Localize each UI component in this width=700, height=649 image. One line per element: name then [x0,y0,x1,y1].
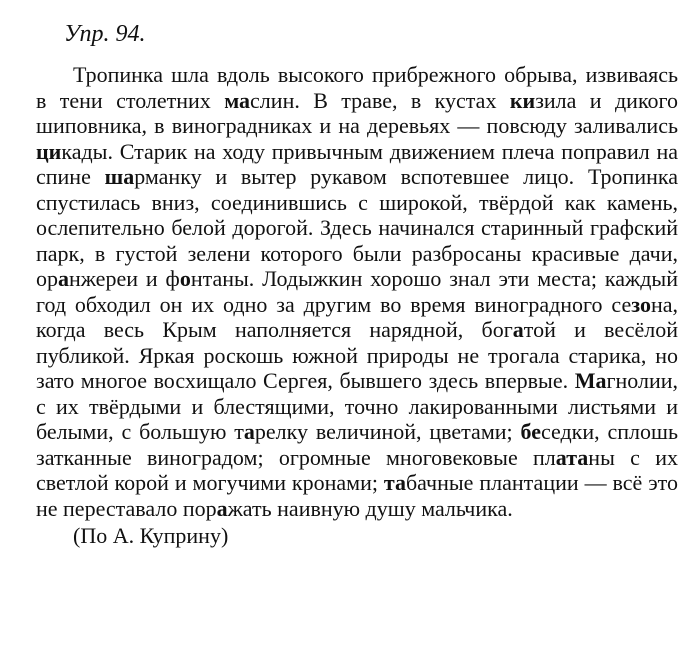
passage-text: релку величиной, цветами; [254,419,521,444]
highlighted-letters: ша [104,164,135,189]
highlighted-letters: ци [36,138,62,164]
passage-text: Тропинка шла вдоль высокого прибрежного обрыва, извиваясь в тени столетних [36,62,678,113]
exercise-title: Упр. 94. [64,21,146,47]
highlighted-letters: а [58,266,69,291]
passage-text: гнолии, с их твёрдыми и блестящими, точно лакированными листьями и белыми, с большую т [36,368,678,444]
passage-text: той и весёлой публикой. Яркая роскошь южной природы не трогала старика, но зато многое восхищало Сергея, бывшего здесь впервые. [36,317,678,393]
passage-paragraph [36,62,678,521]
passage-text: слин. В траве, в кустах [250,87,510,113]
highlighted-letters: та [383,470,406,495]
highlighted-letters: а [216,495,228,521]
passage-text: рманку и вытер рукавом вспотевшее лицо. Тропинка спустилась вниз, соединившись с широкой, твёрдой как камень, ослепительно белой дорогой. Здесь начинался старинный графский парк, в густой зелени которого были разбросаны красивые дачи, ор [36,164,678,291]
passage-text: нжереи и ф [69,266,180,291]
highlighted-letters: а [243,419,255,444]
highlighted-letters: зо [631,291,651,317]
passage-text: седки, сплошь затканные виноградом; огромные многовековые пл [36,419,678,470]
passage-text: бачные плантации — всё это не переставало пор [36,470,678,521]
passage-text: жать наивную душу мальчика. [227,495,513,521]
passage-text: на, когда весь Крым наполняется нарядной, бог [36,291,678,342]
highlighted-letters: а [512,317,524,342]
highlighted-letters: ма [224,87,251,113]
highlighted-letters: Ма [574,368,607,393]
highlighted-letters: ата [555,444,589,470]
attribution: (По А. Куприну) [73,523,229,548]
highlighted-letters: ки [509,87,536,113]
highlighted-letters: о [179,266,191,291]
passage-text: зила и дикого шиповника, в виноградниках и на деревьях — повсюду заливались [36,87,678,138]
passage-text: нтаны. Лодыжкин хорошо знал эти места; каждый год обходил он их одно за другим во время виноградного се [36,266,678,317]
passage-text: кады. Старик на ходу привычным движением плеча поправил на спине [36,138,678,189]
highlighted-letters: бе [520,419,541,444]
passage-text: ны с их светлой корой и могучими кронами; [36,444,679,495]
